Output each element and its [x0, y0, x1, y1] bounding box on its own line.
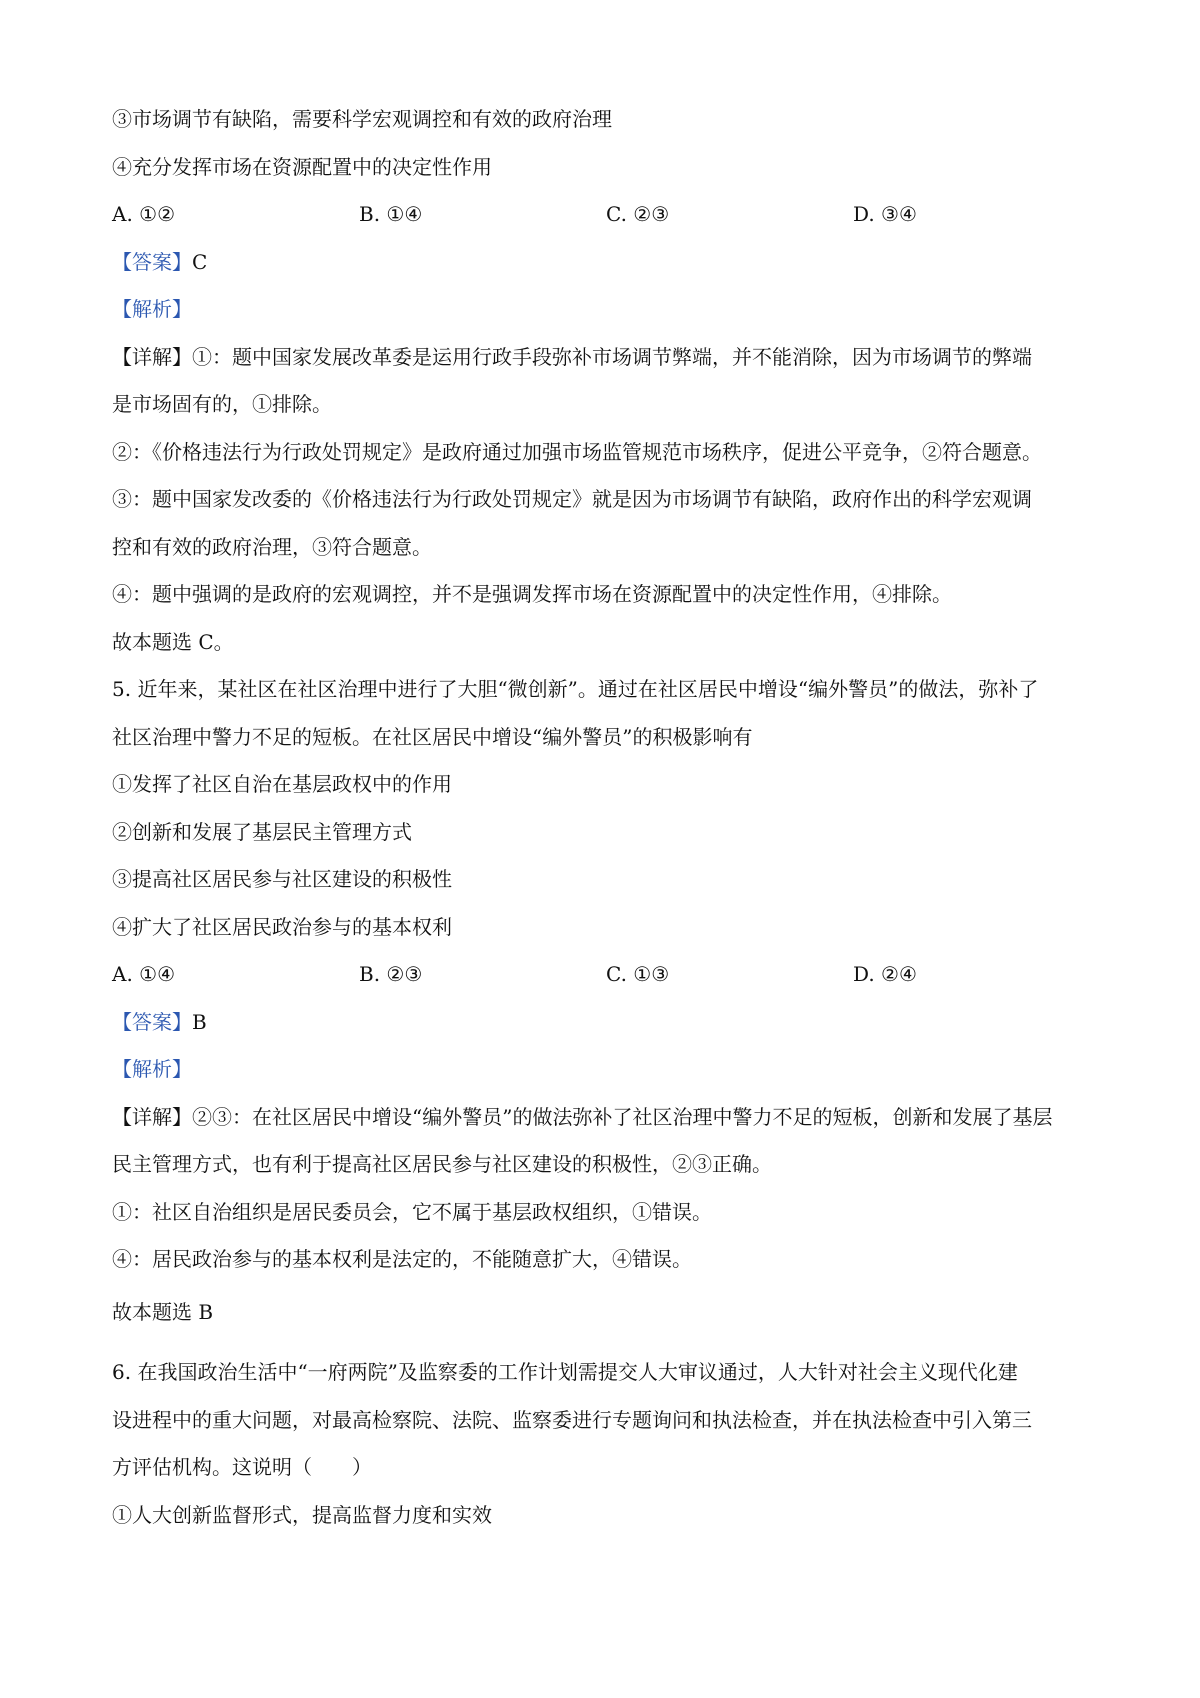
q5-detail-line-4: ④：居民政治参与的基本权利是法定的，不能随意扩大，④错误。: [112, 1247, 692, 1271]
q4-detail-line-3: ②：《价格违法行为行政处罚规定》是政府通过加强市场监管规范市场秩序，促进公平竞争，②符合题意。: [112, 439, 1042, 464]
q5-detail-line-2: 民主管理方式，也有利于提高社区居民参与社区建设的积极性，②③正确。: [112, 1152, 772, 1176]
q4-detail-text-1: ①：题中国家发展改革委是运用行政手段弥补市场调节弊端，并不能消除，因为市场调节的弊端: [192, 344, 1032, 369]
q4-choice-d: D. ③④: [853, 202, 917, 226]
q4-choices: [112, 191, 1102, 239]
q5-choices: [112, 951, 1102, 999]
q4-detail-line-5: 控和有效的政府治理，③符合题意。: [112, 534, 432, 559]
q5-option-4: ④扩大了社区居民政治参与的基本权利: [112, 914, 452, 939]
q5-option-2: ②创新和发展了基层民主管理方式: [112, 819, 412, 844]
q5-answer: [112, 999, 1102, 1047]
q4-answer: [112, 239, 1102, 287]
q5-choice-d: D. ②④: [853, 962, 917, 986]
q4-detail-line-4: ③：题中国家发改委的《价格违法行为行政处罚规定》就是因为市场调节有缺陷，政府作出的科学宏观调: [112, 487, 1032, 511]
q4-detail-tag: 【详解】: [112, 344, 192, 369]
q4-detail-line-2: 是市场固有的，①排除。: [112, 392, 332, 416]
spacer: [112, 1336, 1102, 1349]
q5-detail-line-1: [112, 1094, 1102, 1142]
q4-answer-value: C: [192, 249, 208, 274]
q5-choice-b: B. ②③: [359, 962, 423, 986]
q5-detail-line-3: ①：社区自治组织是居民委员会，它不属于基层政权组织，①错误。: [112, 1199, 712, 1224]
q6-stem-line-2: 设进程中的重大问题，对最高检察院、法院、监察委进行专题询问和执法检查，并在执法检查中引入第三: [112, 1407, 1032, 1432]
q5-choice-c: C. ①③: [606, 962, 670, 986]
q4-choice-a: A. ①②: [112, 202, 176, 226]
q5-choice-a: A. ①④: [112, 962, 176, 986]
q5-answer-value: B: [192, 1009, 207, 1034]
q5-stem-line-2: 社区治理中警力不足的短板。在社区居民中增设“编外警员”的积极影响有: [112, 724, 753, 749]
q5-detail-tag: 【详解】: [112, 1104, 192, 1129]
q4-detail-line-1: [112, 334, 1102, 382]
q4-answer-tag: 【答案】: [112, 249, 192, 274]
document-page: [112, 96, 1102, 1539]
q6-stem-line-3: 方评估机构。这说明（ ）: [112, 1455, 372, 1479]
q5-detail-text-1: ②③：在社区居民中增设“编外警员”的做法弥补了社区治理中警力不足的短板，创新和发展了基层: [192, 1104, 1053, 1129]
q4-conclusion: 故本题选 C。: [112, 629, 234, 654]
q5-analysis-tag: 【解析】: [112, 1057, 192, 1081]
q5-answer-tag: 【答案】: [112, 1009, 192, 1034]
q5-option-1: ①发挥了社区自治在基层政权中的作用: [112, 772, 452, 796]
q4-analysis-tag: 【解析】: [112, 297, 192, 321]
q5-stem-line-1: 5. 近年来，某社区在社区治理中进行了大胆“微创新”。通过在社区居民中增设“编外警员”的做法，弥补了: [112, 677, 1039, 701]
q6-stem-line-1: 6. 在我国政治生活中“一府两院”及监察委的工作计划需提交人大审议通过，人大针对社会主义现代化建: [112, 1360, 1018, 1384]
q4-analysis: [112, 286, 1102, 334]
q4-option-4: ④充分发挥市场在资源配置中的决定性作用: [112, 154, 492, 179]
q4-option-3: ③市场调节有缺陷，需要科学宏观调控和有效的政府治理: [112, 107, 612, 131]
q5-conclusion: 故本题选 B: [112, 1299, 214, 1324]
q6-option-1: ①人大创新监督形式，提高监督力度和实效: [112, 1502, 492, 1527]
q4-choice-c: C. ②③: [606, 202, 670, 226]
q5-analysis: [112, 1046, 1102, 1094]
q4-choice-b: B. ①④: [359, 202, 423, 226]
q4-detail-line-6: ④：题中强调的是政府的宏观调控，并不是强调发挥市场在资源配置中的决定性作用，④排除。: [112, 582, 952, 606]
q5-option-3: ③提高社区居民参与社区建设的积极性: [112, 867, 452, 891]
